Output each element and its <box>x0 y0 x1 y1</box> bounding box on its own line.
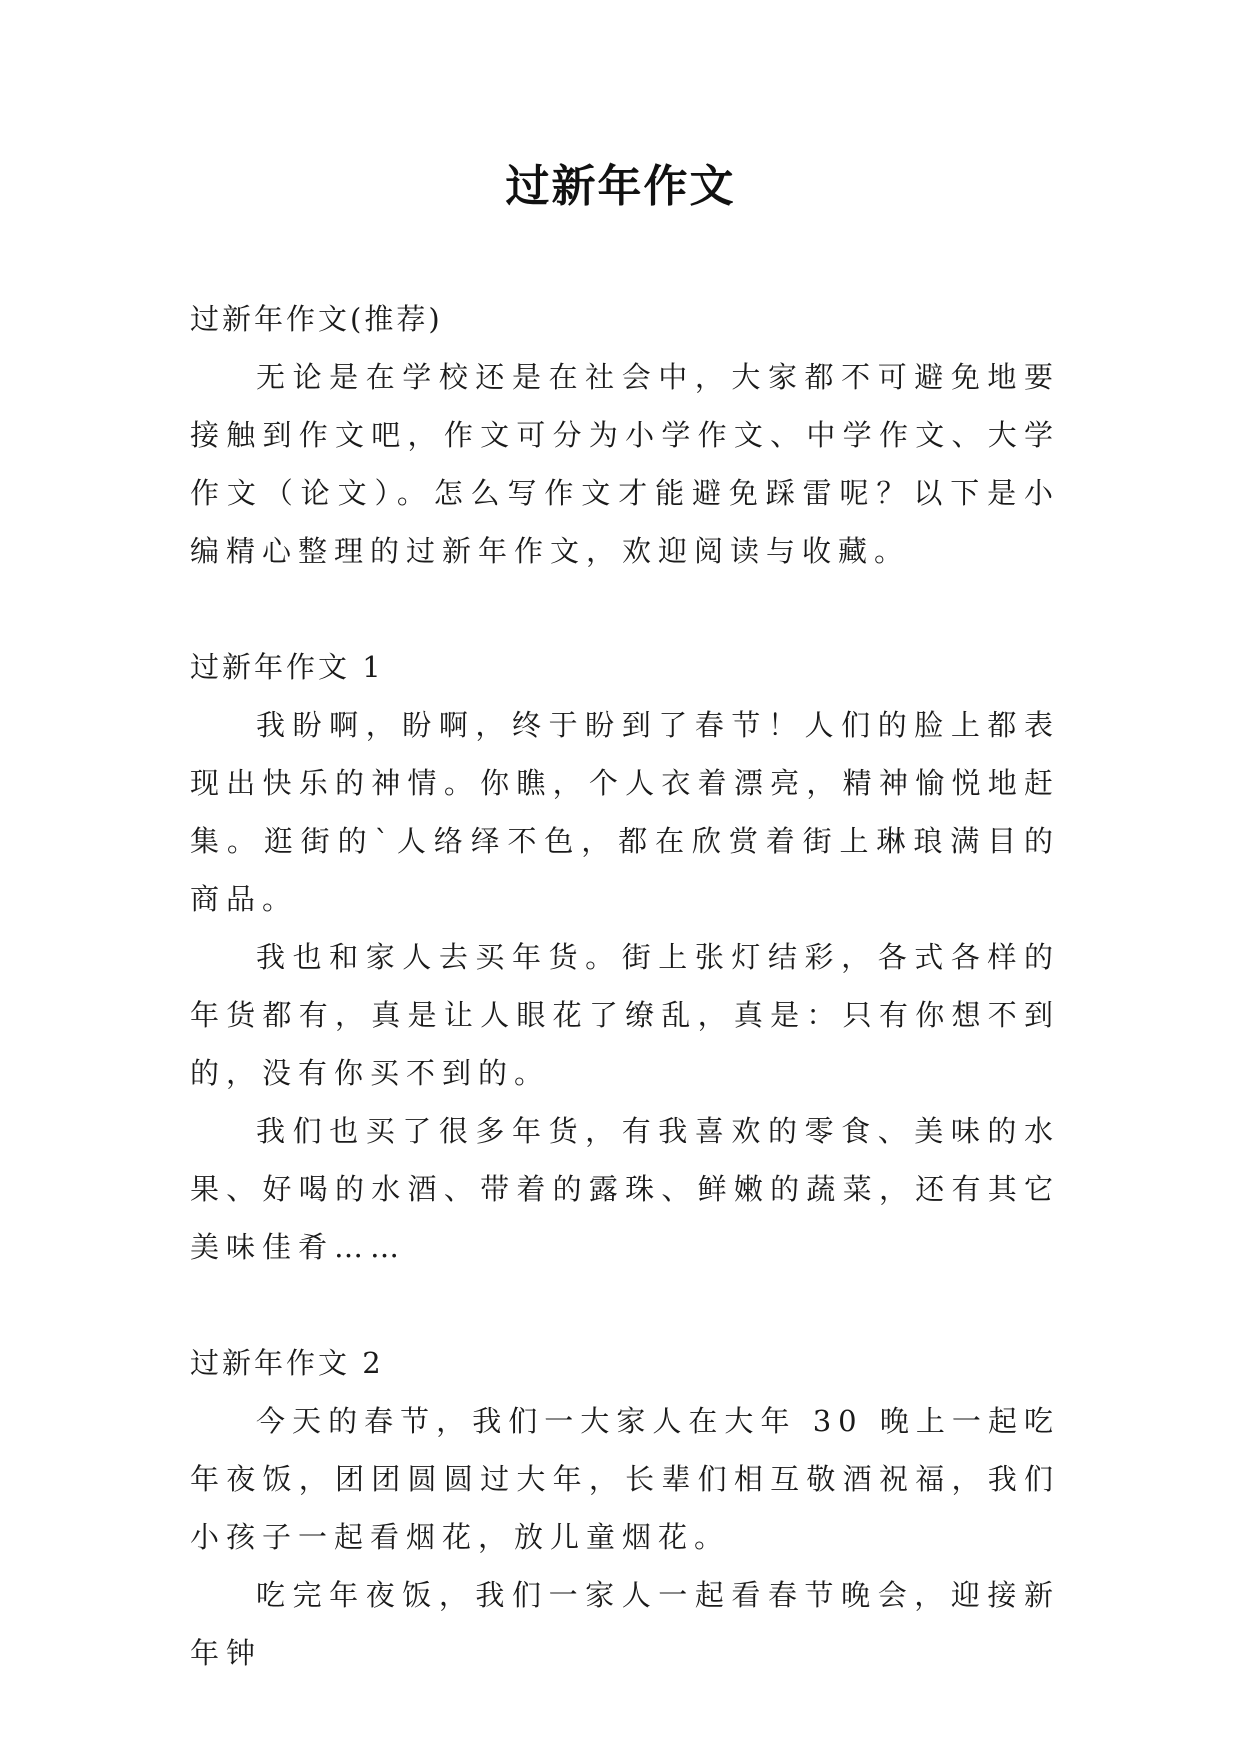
intro-paragraph: 无论是在学校还是在社会中，大家都不可避免地要接触到作文吧，作文可分为小学作文、中学作文、大学作文（论文）。怎么写作文才能避免踩雷呢？以下是小编精心整理的过新年作文，欢迎阅读与收藏。 <box>190 360 1060 568</box>
section-2-paragraph-1: 今天的春节，我们一大家人在大年 30 晚上一起吃年夜饭，团团圆圆过大年，长辈们相互敬酒祝福，我们小孩子一起看烟花，放儿童烟花。 <box>190 1404 1060 1554</box>
section-2-paragraph-2: 吃完年夜饭，我们一家人一起看春节晚会，迎接新年钟 <box>190 1578 1060 1670</box>
section-1-heading: 过新年作文 1 <box>190 650 384 684</box>
page-title: 过新年作文 <box>505 161 736 212</box>
section-gap <box>190 1276 1060 1334</box>
section-gap <box>190 580 1060 638</box>
section-1-paragraph-1: 我盼啊，盼啊，终于盼到了春节！人们的脸上都表现出快乐的神情。你瞧，个人衣着漂亮，精神愉悦地赶集。逛街的`人络绎不色，都在欣赏着街上琳琅满目的商品。 <box>190 708 1060 916</box>
intro-heading: 过新年作文(推荐) <box>190 302 443 336</box>
section-1-paragraph-3: 我们也买了很多年货，有我喜欢的零食、美味的水果、好喝的水酒、带着的露珠、鲜嫩的蔬菜，还有其它美味佳肴…… <box>190 1114 1060 1264</box>
section-1-paragraph-2: 我也和家人去买年货。街上张灯结彩，各式各样的年货都有，真是让人眼花了缭乱，真是：只有你想不到的，没有你买不到的。 <box>190 940 1060 1090</box>
document-body <box>190 290 1060 1682</box>
section-2-heading: 过新年作文 2 <box>190 1346 384 1380</box>
